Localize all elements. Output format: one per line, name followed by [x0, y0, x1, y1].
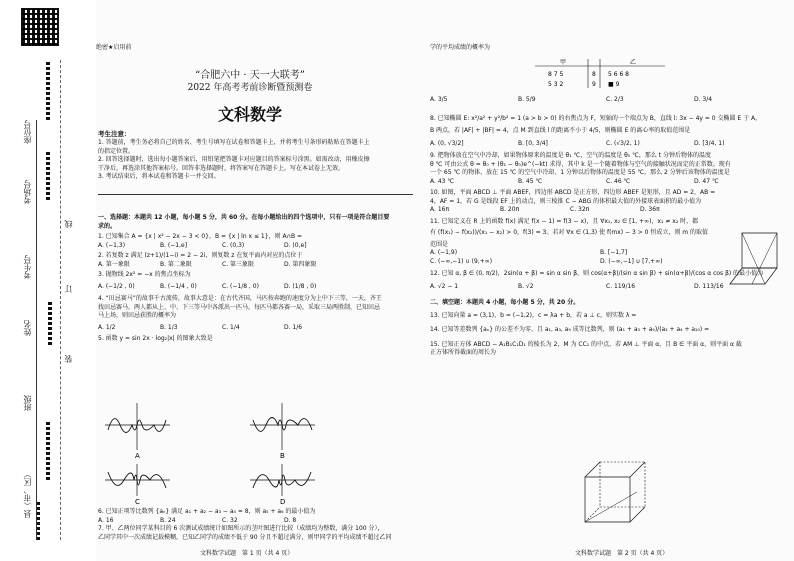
stem-leaf-plot — [530, 56, 670, 90]
graph-b — [250, 403, 315, 460]
exam-room-label: 考场号 — [23, 180, 32, 204]
question-12: 12. 已知 α, β ∈ (0, π/2)，2sin(α + β) = sin α sin β，则 cos(α+β)/(sin α sin β) + sin(α+β)/(cos α cos β) 的最小值为 — [430, 270, 764, 277]
secret-mark: 绝密★启用前 — [96, 44, 132, 51]
option: C. (√3/2, 1) — [606, 139, 640, 147]
option: C. 32π — [570, 206, 590, 213]
question-10-line: 4，AF = 1，若 G 是线段 EF 上的动点，则三棱锥 C − ABG 的体积最大值的外接球表面积的最小值为 — [430, 197, 702, 205]
question-5-graphs — [100, 400, 400, 462]
option: B. √2 — [518, 282, 534, 290]
question-2-options — [98, 261, 418, 270]
option: B. (−1,e] — [160, 241, 188, 249]
notes-block — [98, 130, 418, 182]
question-8-options — [430, 140, 785, 149]
question-6: 6. 已知正项等比数列 {aₙ} 满足 a₁ + a₂ − a₃ − a₄ = 8，则 a₅ + a₆ 的最小值为 — [98, 508, 316, 515]
graph-label-d: D — [280, 498, 286, 506]
question-4-line: 马上场，则田忌获胜的概率为 — [98, 312, 177, 319]
question-5-graphs-lower — [100, 462, 400, 507]
binding-strip — [0, 0, 96, 561]
option: B. 20π — [500, 206, 520, 213]
barcode-stripe — [46, 420, 50, 480]
option: B. 5/9 — [518, 96, 536, 103]
binding-line — [36, 120, 37, 540]
question-15-cube-figure — [575, 452, 655, 532]
question-7-options — [430, 96, 785, 105]
question-8-line: B 两点，若 |AF| + |BF| = 4，点 M 到直线 l 的距离不小于 4/5，则椭圆 E 的离心率的取值范围是 — [430, 127, 691, 134]
question-10-line: 10. 如图，平面 ABCD ⊥ 平面 ABEF，四边形 ABCD 是正方形，四边形 ABEF 是矩形，且 AD = 2，AB = — [430, 189, 716, 196]
name-label: 姓名 — [23, 320, 32, 336]
option: D. 47 ℃ — [694, 177, 719, 185]
option: C. (−∞,−1) ∪ (9,+∞) — [430, 257, 493, 265]
option: B. 第二象限 — [160, 260, 192, 268]
question-15-line: 正方体所得截面的周长为 — [430, 349, 497, 356]
question-11-line: 有 (f(x₁) − f(x₂))/(x₁ − x₂) > 0，f(3) = 3。若对 ∀x ∈ (1,3) 使 f(mx) − 3 > 0 恒成立，则 m 的取值 — [430, 229, 709, 236]
question-3: 3. 抛物线 2x² = −x 的焦点坐标为 — [98, 271, 191, 278]
question-5: 5. 函数 y = sin 2x · log₂|x| 的图象大致是 — [98, 335, 213, 342]
option: D. 3/4 — [694, 96, 713, 103]
option: C. 119/16 — [606, 282, 636, 290]
question-11-line: 范围是 — [430, 240, 449, 248]
exam-title: “合肥六中 · 天一大联考” — [195, 70, 305, 81]
section1-heading: 一、选择题：本题共 12 小题，每小题 5 分，共 60 分。在每小题给出的四个选项中，只有一项是符合题目要 — [98, 214, 390, 221]
option: A. (−1,3) — [98, 241, 126, 249]
option: A. 第一象限 — [98, 260, 130, 268]
question-15-line: 15. 已知正方体 ABCD − A₁B₁C₁D₁ 的棱长为 2，M 为 CC₁ 的中点，若 AM ⊥ 平面 α，且 B ∈ 平面 α，则平面 α 截 — [430, 340, 742, 348]
left-page-footer: 文科数学试题 第 1 页（共 4 页） — [200, 550, 294, 557]
question-9-line: 一个 65 ℃ 的物体，放在 15 ℃ 的空气中冷却，1 分钟以后物体的温度是 55 ℃，那么 2 分钟后该物体的温度是 — [430, 169, 730, 176]
question-4-line: 4. “田忌赛马”的故事千古流传，故事大意是：在古代齐国，马匹按奔跑的速度分为上中下三等，一天，齐王 — [98, 295, 382, 302]
candidate-no-label: 考生号 — [23, 255, 32, 279]
option: B. (−1/4 , 0) — [160, 282, 197, 290]
question-13: 13. 已知向量 a = (3,1)，b = (−1,2)，c = λa + b，若 a ⊥ c，则实数 λ = — [430, 311, 637, 319]
question-9-line: 9. 把物体放在空气中冷却，如果物体原来的温度是 θ₁ ℃，空气的温度是 θ₀ ℃，那么 t 分钟后物体的温度 — [430, 152, 712, 159]
barcode-stripe — [46, 60, 50, 120]
stem-row1-right: 5 6 6 8 — [608, 71, 629, 78]
option: D. (0,e] — [284, 241, 307, 249]
graph-a — [105, 403, 170, 460]
stem-right-head: 乙 — [630, 59, 637, 66]
option: A. √2 − 1 — [430, 282, 459, 290]
option: C. (0,3) — [222, 241, 245, 249]
option: C. 46 ℃ — [606, 177, 631, 185]
graph-d — [250, 464, 315, 506]
option: A. (0, √3/2] — [430, 139, 464, 147]
question-10-options — [430, 206, 785, 215]
barcode-stripe — [48, 300, 52, 345]
section2-heading: 二、填空题：本题共 4 小题，每小题 5 分，共 20 分。 — [430, 299, 580, 306]
question-4-options — [98, 324, 418, 333]
option: A. (−1/2 , 0) — [98, 282, 135, 290]
barcode-stripe — [46, 150, 50, 200]
option: A. 1/2 — [98, 323, 116, 331]
left-bottom-questions — [98, 508, 418, 542]
section1 — [98, 214, 418, 344]
cut-line — [60, 60, 61, 540]
stem-left-head: 甲 — [560, 59, 567, 66]
note-line: 3. 考试结束后，将本试卷和答题卡一并交回。 — [98, 173, 220, 180]
option: C. 第三象限 — [222, 260, 255, 268]
stem-row1-left: 8 7 5 — [548, 71, 564, 78]
option: A. 16π — [430, 206, 450, 213]
option: D. 36π — [640, 206, 660, 213]
option: B. 1/3 — [160, 323, 178, 331]
graph-label-c: C — [135, 498, 140, 506]
question-11-line: 11. 已知定义在 R 上的函数 f(x) 满足 f(x − 1) = f(3 − x)，且 ∀x₁, x₂ ∈ [1, +∞)，x₁ ≠ x₂ 时，都 — [430, 217, 699, 225]
note-line: 1. 答题前，考生务必将自己的姓名、考生号填写在试卷和答题卡上，并将考生号条形码粘贴在答题卡上 — [98, 139, 370, 146]
section1-heading-cont: 求的。 — [98, 222, 117, 230]
stem-row2-right: ■ 9 — [608, 81, 620, 88]
cut-mark-line: 线 — [64, 220, 73, 228]
stem-row1-stem: 8 — [592, 71, 596, 78]
seat-label: 座位号 — [23, 120, 32, 144]
question-7-line: 7. 甲、乙两位同学某科目的 6 次测试成绩统计如图所示的茎叶图进行比较（成绩均为整数，满分 100 分）， — [98, 525, 384, 532]
note-line: 2. 回答选择题时，选出每小题答案后，用铅笔把答题卡对应题目的答案标号涂黑。如需改动，用橡皮擦 — [98, 156, 370, 163]
note-line: 的指定位置。 — [98, 147, 135, 155]
graph-c — [105, 464, 170, 506]
option: D. 1/6 — [284, 323, 303, 331]
option: C. 2/3 — [606, 96, 624, 103]
option: A. 16 — [98, 516, 114, 524]
question-4-line: 找田忌赛马，两人都从上、中、下三等马中各派出一匹马，每匹马都各赛一局，采取三局两胜制，已知田忌 — [98, 303, 381, 311]
option: A. 43 ℃ — [430, 177, 455, 185]
question-9-line: θ ℃ 可由公式 θ = θ₀ + (θ₁ − θ₀)e^(−kt) 求得，其中 k 是一个随着物体与空气的接触状况而定的正常数。现有 — [430, 160, 731, 168]
question-14: 14. 已知等差数列 {aₙ} 的公差不为零，且 a₁, a₃, a₉ 成等比数列，则 (a₁ + a₃ + a₉)/(a₂ + a₄ + a₁₀) = — [430, 326, 710, 333]
option: A. 3/5 — [430, 96, 448, 103]
stem-row2-left: 5 3 2 — [548, 81, 564, 88]
right-page-footer: 文科数学试题 第 2 页（共 4 页） — [575, 550, 669, 557]
notes-heading: 考生注意： — [98, 130, 131, 138]
question-3-options — [98, 283, 418, 292]
question-1: 1. 已知集合 A = {x | x² − 2x − 3 < 0}，B = {x | ln x ≤ 1}，则 A∩B = — [98, 233, 303, 240]
qr-code-icon — [21, 8, 59, 46]
subject-title: 文科数学 — [217, 105, 282, 124]
graph-label-b: B — [280, 452, 285, 460]
right-page — [430, 44, 785, 53]
option: A. (−1,9) — [430, 249, 458, 256]
note-line: 干净后，再选涂其他答案标号。回答非选择题时，将答案写在答题卡上，写在本试卷上无效。 — [98, 164, 345, 172]
option: C. (−1/8 , 0) — [222, 282, 259, 290]
notes-divider — [98, 194, 413, 195]
question-1-options — [98, 242, 418, 251]
option: D. [3/4, 1) — [694, 139, 725, 147]
option: C. 1/4 — [222, 323, 240, 331]
cut-mark-bind: 装 — [64, 355, 73, 363]
question-10-figure — [722, 228, 788, 294]
right-questions — [430, 96, 785, 358]
question-9-options — [430, 178, 785, 187]
option: C. 32 — [222, 516, 238, 524]
option: D. 第四象限 — [284, 260, 317, 268]
option: D. (1/8 , 0) — [284, 282, 317, 290]
question-7-continued: 学的平均成绩的概率为 — [430, 44, 491, 51]
cut-mark-order: 订 — [64, 285, 73, 293]
option: B. 24 — [160, 516, 176, 524]
graph-label-a: A — [135, 452, 140, 460]
stem-row2-stem: 9 — [592, 81, 596, 88]
question-2: 2. 若复数 z 满足 (z+1)/(1−i) = 2 − 2i，则复数 z 在复平面内对应的点位于 — [98, 252, 303, 259]
option: B. 45 ℃ — [518, 177, 543, 185]
county-label: 县（市、区） — [23, 470, 32, 518]
option: D. (−∞,−1] ∪ [7,+∞) — [600, 257, 663, 265]
class-label: 班级 — [23, 395, 32, 411]
question-6-options — [98, 517, 418, 526]
option: B. [0, 3/4] — [518, 139, 548, 147]
question-8-line: 8. 已知椭圆 E: x²/a² + y²/b² = 1 (a > b > 0) 的右焦点为 F，短轴的一个端点为 B，直线 l: 3x − 4y = 0 交椭圆 E 于 A， — [430, 114, 762, 122]
option: D. 8 — [284, 516, 297, 524]
option: B. [−1,7] — [600, 249, 628, 256]
question-7-line: 乙同学其中一次成绩记载模糊，已知乙同学的成绩不低于 90 分且不超过满分，则甲同学的平均成绩不超过乙同 — [98, 533, 392, 541]
option: D. 113/16 — [694, 282, 724, 290]
exam-subtitle: 2022 年高考考前诊断暨预测卷 — [187, 83, 313, 93]
